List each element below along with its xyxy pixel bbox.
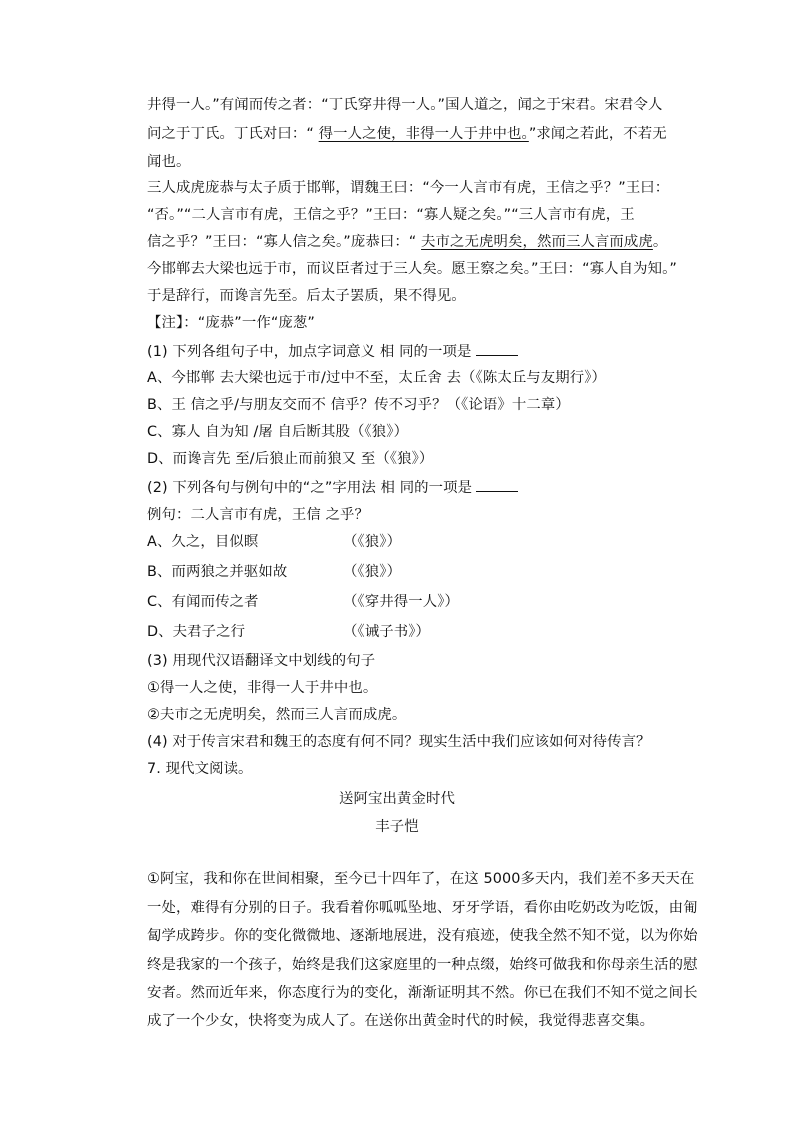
paragraph-line-3: 匐学成跨步。你的变化微微地、逐渐地展进，没有痕迹，使我全然不知不觉，以为你始 (147, 928, 698, 944)
paragraph-line-5: 安者。然而近年来，你态度行为的变化，渐渐证明其不然。你已在我们不知不觉之间长 (147, 985, 698, 1001)
section-7-heading: 7. 现代文阅读。 (147, 761, 253, 777)
passage1-line-1: 井得一人。”有闻而传之者：“丁氏穿井得一人。”国人道之，闻之于宋君。宋君令人 (147, 97, 663, 113)
q2-option-d: D、夫君子之行 （《诫子书》） (147, 624, 431, 640)
answer-blank (476, 341, 518, 356)
q2-example: 例句：二人言市有虎，王信 之乎？ (147, 507, 370, 523)
q2-option-b: B、而两狼之并驱如故 （《狼》） (147, 564, 402, 580)
q2-option-a: A、久之，目似瞑 （《狼》） (147, 534, 402, 550)
question-4-stem: (4) 对于传言宋君和魏王的态度有何不同？现实生活中我们应该如何对待传言？ (147, 734, 651, 750)
q2-option-c: C、有闻而传之者 （《穿井得一人》） (147, 594, 460, 610)
underlined-sentence-2: 夫市之无虎明矣，然而三人言而成虎 (421, 234, 653, 250)
passage1-line-2: 问之于丁氏。丁氏对曰：“ 得一人之使，非得一人于井中也。”求闻之若此，不若无 (147, 126, 667, 142)
paragraph-line-6: 成了一个少女，快将变为成人了。在送你出黄金时代的时候，我觉得悲喜交集。 (147, 1013, 655, 1029)
underlined-sentence-1: 得一人之使，非得一人于井中也。 (318, 126, 529, 142)
article-author: 丰子恺 (375, 819, 419, 835)
paragraph-line-4: 终是我家的一个孩子，始终是我们这家庭里的一种点缀，始终可做我和你母亲生活的慰 (147, 957, 698, 973)
q3-item-2: ②夫市之无虎明矣，然而三人言而成虎。 (147, 707, 407, 723)
passage2-line-4: 今邯郸去大梁也远于市，而议臣者过于三人矣。愿王察之矣。”王曰：“寡人自为知。” (147, 261, 677, 277)
annotation-note: 【注】：“庞恭”一作“庞葱” (147, 315, 315, 331)
passage1-line-3: 闻也。 (147, 154, 191, 170)
paragraph-line-2: 一处，难得有分别的日子。我看着你呱呱坠地、牙牙学语，看你由吃奶改为吃饭，由匍 (147, 900, 698, 916)
paragraph-line-1: ①阿宝，我和你在世间相聚，至今已十四年了，在这 5000多天内，我们差不多天天在 (147, 871, 695, 887)
question-3-stem: (3) 用现代汉语翻译文中划线的句子 (147, 653, 376, 669)
question-1-stem: (1) 下列各组句子中，加点字词意义 相 同的一项是 (147, 341, 518, 362)
q1-option-d: D、而谗言先 至/后狼止而前狼又 至（《狼》） (147, 451, 434, 467)
q1-option-b: B、王 信之乎/与朋友交而不 信乎？传不习乎？（《论语》十二章） (147, 397, 570, 413)
passage2-line-2: “否。”“二人言市有虎，王信之乎？”王曰：“寡人疑之矣。”“三人言市有虎，王 (147, 207, 635, 223)
passage2-line-1: 三人成虎庞恭与太子质于邯郸，谓魏王曰：“今一人言市有虎，王信之乎？”王曰： (147, 180, 670, 196)
q1-option-a: A、今邯郸 去大梁也远于市/过中不至，太丘舍 去（《陈太丘与友期行》） (147, 370, 607, 386)
passage2-line-5: 于是辞行，而谗言先至。后太子罢质，果不得见。 (147, 288, 466, 304)
passage2-line-3: 信之乎？”王曰：“寡人信之矣。”庞恭曰：“ 夫市之无虎明矣，然而三人言而成虎。 (147, 234, 668, 250)
q3-item-1: ①得一人之使，非得一人于井中也。 (147, 680, 378, 696)
article-title: 送阿宝出黄金时代 (339, 791, 455, 807)
q1-option-c: C、寡人 自为知 /屠 自后断其股（《狼》） (147, 424, 409, 440)
answer-blank (476, 477, 518, 492)
question-2-stem: (2) 下列各句与例句中的“之”字用法 相 同的一项是 (147, 477, 518, 498)
